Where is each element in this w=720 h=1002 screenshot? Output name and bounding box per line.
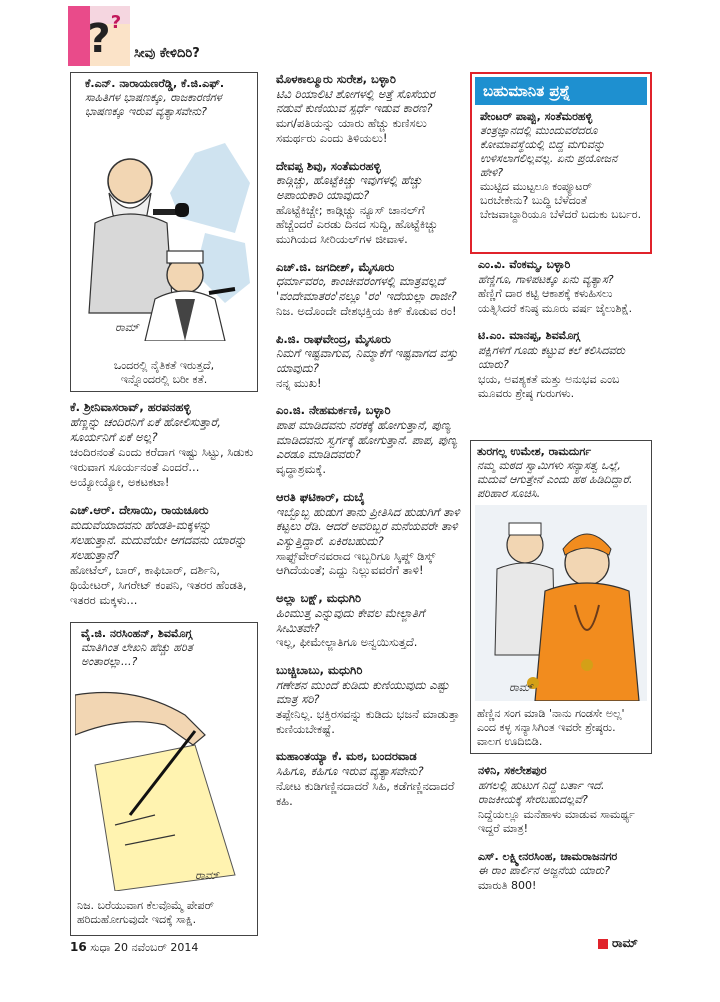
header-logo [68, 6, 130, 66]
featured-title: ಬಹುಮಾನಿತ ಪ್ರಶ್ನೆ [475, 77, 647, 105]
question: ಹೆಣ್ಣಿಗೂ, ಗಾಳಿಪಟಕ್ಕೂ ಏನು ವ್ಯತ್ಯಾಸ? [478, 272, 614, 286]
question: ಗಣೇಶನ ಮುಂದೆ ಕುಡಿದು ಕುಣಿಯುವುದು ಎಷ್ಟು ಮಾತ್ರ ಸರಿ? [276, 677, 450, 707]
asker: ಎಂ.ಜಿ. ನೇಹಮರ್ಕಣಿ, ಬಳ್ಳಾರಿ [276, 403, 391, 418]
question: ಪಕ್ಷಿಗಳಿಗೆ ಗೂಡು ಕಟ್ಟುವ ಕಲೆ ಕಲಿಸಿದವರು ಯಾರು? [478, 343, 625, 371]
cartoon1-signature: ರಾಮ್ [115, 321, 139, 334]
asker: ಟಿ.ಎಂ. ಮಾನಪ್ಪ, ಶಿವಮೊಗ್ಗ [478, 329, 580, 342]
answer: ತಪ್ಪೇನಿಲ್ಲ. ಭಕ್ತಿರಸವನ್ನು ಕುಡಿದು ಭಜನೆ ಮಾಡುತ್ತಾ ಕುಣಿಯಬೇಕಷ್ಟೆ. [276, 707, 460, 736]
answer: ನನ್ನ ಮುಖ! [276, 375, 322, 390]
cartoon2-illustration [75, 675, 253, 891]
answer: ಹೊಟ್ಟೆಕಿಚ್ಚೇ; ಕಾಡ್ಗಿಚ್ಚು ನ್ಯೂಸ್ ಚಾನಲ್‌ಗೆ ಹೆಚ್ಚೆಂದರೆ ಎರಡು ದಿನದ ಸುದ್ದಿ, ಹೊಟ್ಟೆಕಿಚ್ಚು ಮುಗಿಯದ ಸೀರಿಯಲ್‌ಗಳ ಜೀವಾಳ. [276, 202, 438, 247]
question-mark-logo-icon [68, 6, 130, 66]
question: ಹೆಣ್ಣನ್ನು ಚಂದಿರನಿಗೆ ಏಕೆ ಹೋಲಿಸುತ್ತಾರೆ, ಸೂರ್ಯನಿಗೆ ಏಕೆ ಅಲ್ಲ? [70, 415, 221, 444]
asker: ಮೊಳಕಾಲ್ಮೂರು ಸುರೇಶ, ಬಳ್ಳಾರಿ [276, 72, 396, 86]
cartoon2-caption-line2: ಹರಿದುಹೋಗುವುದೇ ಇದಕ್ಕೆ ಸಾಕ್ಷಿ. [77, 913, 197, 926]
cartoon2-question: ಮಾತಿಗಿಂತ ಲೇಖನಿ ಹೆಚ್ಚು ಹರಿತ ಅಂತಾರಲ್ಲಾ...? [81, 641, 193, 668]
middle-column [276, 72, 462, 821]
right-column-bottom [478, 764, 650, 906]
asker: ಆರತಿ ಘಟಿಕಾರ್, ದುಬೈ [276, 489, 365, 504]
asker: ಬುಚ್ಚಿಬಾಬು, ಮಧುಗಿರಿ [276, 662, 363, 677]
cartoon3-asker: ತುರಗಲ್ಲ ಉಮೇಶ, ರಾಮದುರ್ಗ [477, 445, 592, 458]
qa-item [276, 159, 462, 247]
cartoon2-signature: ರಾಮ್ [195, 869, 219, 882]
asker: ಅಲ್ಲಾ ಬಕ್ಷ್, ಮಧುಗಿರಿ [276, 591, 362, 606]
qa-item [478, 850, 650, 894]
brand-name: ರಾಮ್ [612, 936, 638, 950]
asker: ಮಹಾಂತಯ್ಯಾ ಕೆ. ಮಠ, ಬಂದರವಾಡ [276, 749, 417, 764]
answer: ಹೋಟೆಲ್, ಬಾರ್, ಕಾಫಿಬಾರ್, ದರ್ಶಿನಿ, ಥಿಯೇಟರ್, ಸಿಗರೇಟ್ ಕಂಪನಿ, ಇತರರ ಹೆಂಡತಿ, ಇತರರ ಮಕ್ಕಳು... [70, 563, 247, 607]
cartoon3-caption-line3: ವಾಲಗ ಊದಿಬಿಡಿ. [477, 735, 543, 748]
cartoon3-signature: ರಾಮ್ [509, 681, 533, 694]
cartoon-swami [470, 440, 652, 754]
question: ಪಾಪ ಮಾಡಿದವನು ನರಕಕ್ಕೆ ಹೋಗುತ್ತಾನೆ, ಪುಣ್ಯ ಮಾಡಿದವನು ಸ್ವರ್ಗಕ್ಕೆ ಹೋಗುತ್ತಾನೆ. ಪಾಪ, ಪುಣ್ಯ ಎರಡೂ ಮಾಡಿದವರು? [276, 418, 457, 462]
answer: ಇಲ್ಲ, ಫೀಮೇಲ್ಜಾತಿಗೂ ಅನ್ವಯಿಸುತ್ತದೆ. [276, 635, 418, 650]
cartoon1-illustration [75, 123, 255, 341]
asker: ಎಂ.ವಿ. ವೆಂಕಮ್ಮ, ಬಳ್ಳಾರಿ [478, 258, 571, 271]
cartoon1-asker: ಕೆ.ಎನ್. ನಾರಾಯಣರೆಡ್ಡಿ, ಕೆ.ಜಿ.ಎಫ್. [85, 77, 225, 90]
cartoon-pen-paper [70, 622, 258, 936]
question: ಕಾಡ್ಗಿಚ್ಚು, ಹೊಟ್ಟೆಕಿಚ್ಚು ಇವುಗಳಲ್ಲಿ ಹೆಚ್ಚು ಅಪಾಯಕಾರಿ ಯಾವುದು? [276, 173, 423, 202]
featured-question-box [470, 72, 652, 254]
footer-brand [598, 936, 638, 951]
cartoon1-caption-line2: ಇನ್ನೊಂದರಲ್ಲಿ ಬರೀ ಕತೆ. [120, 373, 208, 386]
qa-item [276, 749, 462, 808]
answer: ಮಗ/ಪತಿಯನ್ನು ಯಾರು ಹೆಚ್ಚು ಕುಣಿಸಲು ಸಮರ್ಥರು ಎಂದು ತಿಳಿಯಲು! [276, 116, 427, 145]
answer: ಹೆಣ್ಣಿಗೆ ದಾರ ಕಟ್ಟಿ ಆಕಾಶಕ್ಕೆ ಕಳುಹಿಸಲು ಯತ್ನಿಸಿದರೆ ಕನಿಷ್ಠ ಮೂರು ವರ್ಷ ಜೈಲುಶಿಕ್ಷೆ. [478, 287, 633, 315]
featured-question: ತಂತ್ರಜ್ಞಾನದಲ್ಲಿ ಮುಂದುವರೆದರೂ ಕೋಮಾವಸ್ಥೆಯಲ್ಲಿ ಬಿದ್ದ ಮಗುವನ್ನು ಉಳಿಸಲಾಗಲಿಲ್ಲವಲ್ಲ. ಏನು ಪ್ರಯೋಜನ ಹೇಳಿ? [480, 124, 618, 179]
answer: ಭಯ, ಅವಶ್ಯಕತೆ ಮತ್ತು ಅನುಭವ ಎಂಬ ಮೂವರು ಶ್ರೇಷ್ಠ ಗುರುಗಳು. [478, 372, 620, 400]
cartoon2-caption-line1: ನಿಜ. ಬರೆಯುವಾಗ ಕೆಲವೊಮ್ಮೆ ಪೇಪರ್ [77, 899, 214, 912]
qa-item [478, 764, 650, 837]
qa-item [276, 663, 462, 737]
question: ಟಿವಿ ರಿಯಾಲಿಟಿ ಶೋಗಳಲ್ಲಿ ಅತ್ತೆ ಸೊಸೆಯರ ನಡುವೆ ಕುಣಿಯುವ ಸ್ಪರ್ಧೆ ಇಡುವ ಕಾರಣ? [276, 86, 436, 116]
question: ಹಗಲಲ್ಲಿ ಹುಟುಗ ನಿದ್ದೆ ಬರ್ತಾ ಇದೆ. ರಾಜಕೀಯಕ್ಕೆ ಸೇರಬಹುದಲ್ಲವೆ? [478, 778, 605, 806]
asker: ನಳಿನಿ, ಸಕಲೇಶಪುರ [478, 764, 547, 777]
qa-item [70, 503, 256, 608]
asker: ಎಚ್.ಜಿ. ಜಗದೀಶ್, ಮೈಸೂರು [276, 259, 395, 274]
answer: ಚಂದಿರನಂತೆ ಎಂದು ಕರೆದಾಗ ಇಷ್ಟು ಸಿಟ್ಟು, ಸಿಡುಕು ಇರುವಾಗ ಸೂರ್ಯನಂತೆ ಎಂದರೆ... ಅಯ್ಯೋಯ್ಯೋ, ಅಕಟಕಟಾ! [70, 445, 254, 489]
qa-item [276, 332, 462, 391]
qa-item [478, 329, 650, 402]
cartoon3-question: ನಮ್ಮ ಮಠದ ಸ್ವಾಮಿಗಳು ಸನ್ಯಾಸತ್ವ ಒಲ್ಲೆ, ಮದುವೆ ಆಗುತ್ತೇನೆ ಎಂದು ಹಠ ಹಿಡಿದಿದ್ದಾರೆ. ಪರಿಹಾರ ಸೂಚಿಸಿ. [477, 459, 633, 500]
qa-item [478, 258, 650, 316]
right-column-top [478, 258, 650, 415]
asker: ಎಸ್. ಲಕ್ಷ್ಮೀನರಸಿಂಹ, ಚಾಮರಾಜನಗರ [478, 849, 618, 863]
cartoon3-illustration [475, 505, 647, 701]
qa-item [276, 490, 462, 578]
asker: ಎಚ್.ಆರ್. ದೇಸಾಯಿ, ರಾಯಚೂರು [70, 503, 209, 517]
answer: ಸಾಫ್ಟ್‌ವೇರ್‌ನವರಾದ ಇಬ್ಬರಿಗೂ ಸ್ಕಿಪ್ಡ್ ಡಿಸ್ಕ್ ಆಗಿದೆಯಂತೆ; ಎದ್ದು ನಿಲ್ಲುವವರೆಗೆ ತಾಳಿ! [276, 548, 436, 578]
question: ಸಿಹಿಗೂ, ಕಹಿಗೂ ಇರುವ ವ್ಯತ್ಯಾಸವೇನು? [276, 764, 424, 779]
footer-left [70, 940, 198, 955]
page-number: 16 [70, 940, 87, 954]
qa-item [70, 400, 256, 490]
cartoon3-caption-line1: ಹೆಣ್ಣಿನ ಸಂಗ ಮಾಡಿ 'ನಾನು ಗಂಡಸೇ ಅಲ್ಲ' [477, 707, 625, 720]
question: ನಿಮಗೆ ಇಷ್ಟವಾಗುವ, ನಿಮ್ಮಾಕೆಗೆ ಇಷ್ಟವಾಗದ ವಸ್ತು ಯಾವುದು? [276, 346, 458, 375]
answer: ಮಾರುತಿ 800! [478, 878, 537, 892]
answer: ನಿಜ. ಅದೊಂದೇ ದೇಶಭಕ್ತಿಯ ಕಿಕ್ ಕೊಡುವ ರಂ! [276, 303, 457, 318]
cartoon3-caption-line2: ಎಂದ ಕಳ್ಳ ಸನ್ಯಾಸಿಗಿಂತ ಇವರೇ ಶ್ರೇಷ್ಠರು. [477, 721, 616, 734]
qa-item [276, 591, 462, 650]
brand-square-icon [598, 939, 608, 949]
question: ಈ ರಾಂ ಪಾರ್ಲಿನ ಅಜ್ಜನೆಯ ಯಾರು? [478, 864, 611, 877]
issue-info: ಸುಧಾ 20 ನವೆಂಬರ್ 2014 [90, 941, 199, 954]
question: ಹಿಂಮುತ್ತ ಎನ್ನುವುದು ಕೇವಲ ಮೇಲ್ಜಾತಿಗೆ ಸೀಮಿತವೇ? [276, 605, 425, 635]
left-column [70, 400, 256, 621]
page-title: ಸೀವು ಕೇಳಿದಿರಿ? [134, 46, 200, 61]
cartoon-politician-speech [70, 72, 258, 392]
cartoon2-asker: ವೈ.ಜಿ. ನರಸಿಂಹನ್, ಶಿವಮೊಗ್ಗ [81, 627, 193, 640]
question: ಮದುವೆಯಾದವನು ಹೆಂಡತಿ-ಮಕ್ಕಳನ್ನು ಸಲಹುತ್ತಾನೆ. ಮದುವೆಯೇ ಆಗದವನು ಯಾರನ್ನು ಸಲಹುತ್ತಾನೆ? [70, 518, 247, 562]
qa-item [276, 72, 462, 146]
answer: ನಿದ್ದೆಯಲ್ಲೂ ಮನೆಹಾಳು ಮಾಡುವ ಸಾಮರ್ಥ್ಯ ಇದ್ದರೆ ಮಾತ್ರ! [478, 807, 635, 835]
qa-item [276, 260, 462, 319]
featured-asker: ಪೇಂಟರ್ ಪಾಪ್ಪು, ಸಂತೆಮರಹಳ್ಳಿ [480, 110, 593, 123]
question: ಇಬ್ಬೊಬ್ಬ ಹುಡುಗ ತಾನು ಪ್ರೀತಿಸಿದ ಹುಡುಗಿಗೆ ತಾಳಿ ಕಟ್ಟಲು ರೆಡಿ. ಆದರೆ ಅವರಿಬ್ಬರ ಮನೆಯವರೇ ತಾಳಿ ಎಸ್ಯುತ್ತಿದ್ದಾರೆ. ಏಕಿರಬಹುದು? [276, 504, 460, 548]
asker: ದೇವಪ್ಪ ಶಿವು, ಸಂತೆಮರಹಳ್ಳಿ [276, 158, 381, 173]
svg-text:?: ? [110, 12, 122, 33]
qa-item [276, 403, 462, 477]
asker: ಕೆ. ಶ್ರೀನಿವಾಸರಾವ್, ಹರಪನಹಳ್ಳಿ [70, 400, 191, 414]
answer: ನೋಟ ಕುಡಿಗಣ್ಣಿನದಾದರೆ ಸಿಹಿ, ಕಡೆಗಣ್ಣಿನದಾದರೆ ಕಹಿ. [276, 778, 455, 808]
cartoon1-caption-line1: ಒಂದರಲ್ಲಿ ನೈತಿಕತೆ ಇರುತ್ತದೆ, [113, 359, 215, 372]
svg-text:?: ? [87, 16, 111, 62]
asker: ಪಿ.ಜಿ. ರಾಘವೇಂದ್ರ, ಮೈಸೂರು [276, 331, 391, 346]
cartoon1-question: ಸಾಹಿತಿಗಳ ಭಾಷಣಕ್ಕೂ, ರಾಜಕಾರಣಿಗಳ ಭಾಷಣಕ್ಕೂ ಇರುವ ವ್ಯತ್ಯಾಸವೇನು? [85, 91, 222, 118]
answer: ವೃದ್ಧಾಶ್ರಮಕ್ಕೆ. [276, 462, 326, 477]
question: ಧರ್ಮಾವರಂ, ಕಾಂಚೀವರಂಗಳಲ್ಲಿ ಮಾತ್ರವಲ್ಲದೆ 'ವಂದೇಮಾತರಂ'ನಲ್ಲೂ 'ರಂ' ಇದೆಯಲ್ಲಾ ರಾಜೀ? [276, 274, 457, 304]
featured-answer: ಮುಟ್ಟಿದ ಮುಟ್ಟಲೂ ಕಂಪ್ಯೂಟರ್ ಬರಬೇಕೇನು? ಬುದ್ಧಿ ಬೆಳೆದಂತೆ ಬೇಜವಾಬ್ದಾರಿಯೂ ಬೆಳೆದರೆ ಬದುಕು ಬರ್ಬರ. [480, 180, 642, 221]
